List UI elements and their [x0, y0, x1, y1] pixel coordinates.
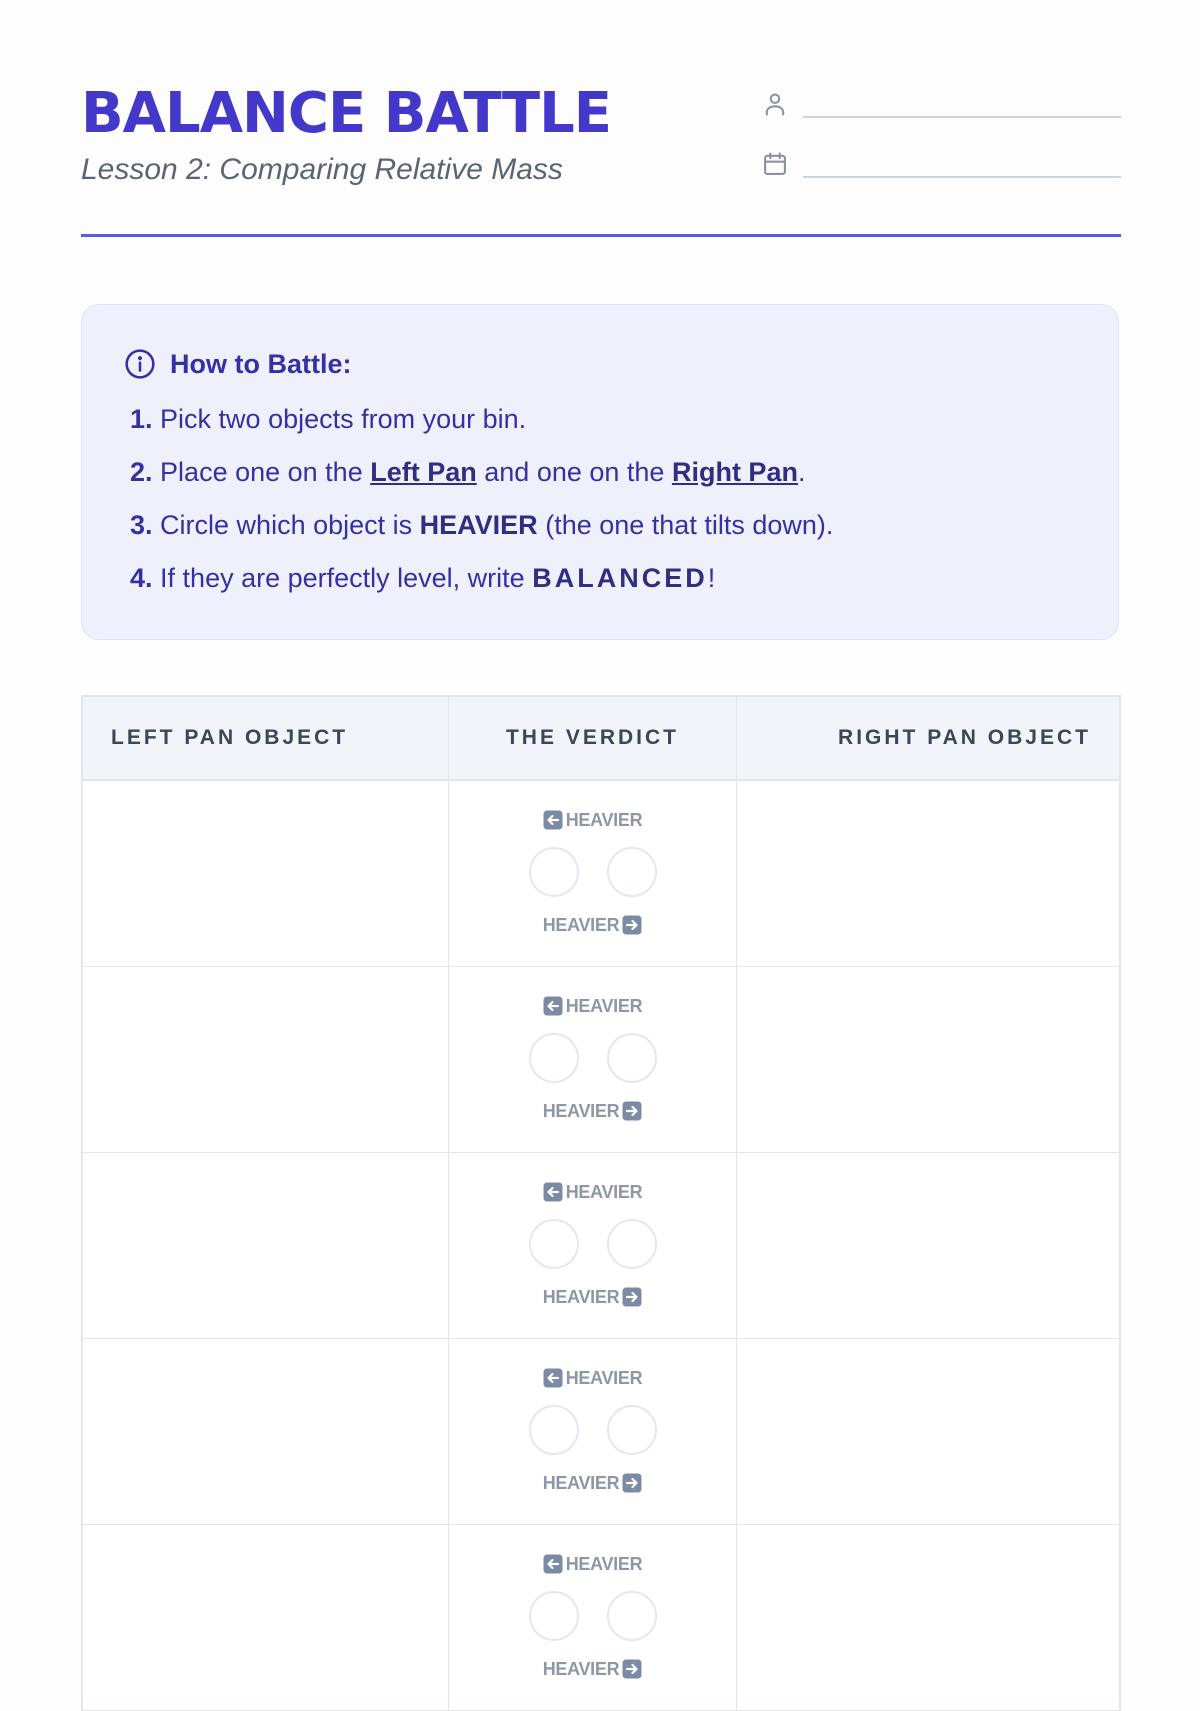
verdict-cell — [449, 781, 737, 966]
left-heavier-label — [449, 1365, 736, 1391]
user-icon — [761, 90, 789, 118]
verdict-cell — [449, 1339, 737, 1524]
step-text: Pick two objects from your bin. — [160, 404, 527, 434]
step-text: (the one that tilts down). — [545, 510, 834, 540]
verdict-cell — [449, 967, 737, 1152]
left-pan-cell[interactable] — [83, 1153, 449, 1338]
verdict-circles — [449, 1219, 736, 1271]
verdict-circles — [449, 1405, 736, 1457]
verdict-cell — [449, 1525, 737, 1710]
verdict-selector — [449, 1551, 736, 1691]
info-icon — [124, 348, 156, 380]
left-choice-circle[interactable] — [529, 1219, 579, 1269]
verdict-cell — [449, 1153, 737, 1338]
verdict-selector — [449, 1365, 736, 1505]
step-3 — [130, 505, 833, 558]
right-arrow-icon — [622, 1473, 642, 1493]
battle-table — [81, 695, 1121, 1711]
verdict-selector — [449, 807, 736, 947]
heavier-text: HEAVIER — [565, 1181, 643, 1202]
heavier-text: HEAVIER — [565, 995, 643, 1016]
right-arrow-icon — [622, 915, 642, 935]
step-1 — [130, 399, 833, 452]
heavier-text: HEAVIER — [542, 1100, 620, 1121]
calendar-icon — [761, 150, 789, 178]
right-choice-circle[interactable] — [607, 1033, 657, 1083]
instructions-box — [81, 304, 1119, 640]
balanced-term: BALANCED — [532, 563, 708, 593]
step-number: 1. — [130, 404, 153, 434]
worksheet-header — [81, 78, 1121, 238]
step-text: If they are perfectly level, write — [160, 563, 525, 593]
left-heavier-label — [449, 807, 736, 833]
header-verdict: THE VERDICT — [449, 697, 737, 779]
table-row — [83, 781, 1119, 967]
right-pan-cell[interactable] — [737, 781, 1119, 966]
right-choice-circle[interactable] — [607, 1591, 657, 1641]
left-choice-circle[interactable] — [529, 1033, 579, 1083]
verdict-selector — [449, 1179, 736, 1319]
step-number: 3. — [130, 510, 153, 540]
step-punctuation: . — [797, 457, 806, 487]
step-number: 2. — [130, 457, 153, 487]
step-4 — [130, 558, 833, 611]
left-pan-cell[interactable] — [83, 1339, 449, 1524]
instructions-heading — [124, 347, 352, 381]
right-pan-cell[interactable] — [737, 967, 1119, 1152]
verdict-circles — [449, 1591, 736, 1643]
heavier-text: HEAVIER — [542, 914, 620, 935]
heavier-text: HEAVIER — [565, 809, 643, 830]
page-subtitle: Lesson 2: Comparing Relative Mass — [81, 153, 563, 186]
left-pan-cell[interactable] — [83, 781, 449, 966]
step-punctuation: ! — [707, 563, 716, 593]
name-field[interactable] — [761, 84, 1121, 124]
heavier-term: HEAVIER — [419, 510, 538, 540]
table-row — [83, 1525, 1119, 1711]
instructions-list — [130, 399, 833, 611]
verdict-selector — [449, 993, 736, 1133]
left-arrow-icon — [543, 996, 563, 1016]
right-heavier-label — [449, 1284, 736, 1310]
left-pan-cell[interactable] — [83, 967, 449, 1152]
left-pan-cell[interactable] — [83, 1525, 449, 1710]
heavier-text: HEAVIER — [542, 1472, 620, 1493]
left-arrow-icon — [543, 1182, 563, 1202]
step-text: and one on the — [484, 457, 665, 487]
page-title: BALANCE BATTLE — [81, 81, 612, 146]
right-arrow-icon — [622, 1101, 642, 1121]
step-2 — [130, 452, 833, 505]
step-number: 4. — [130, 563, 153, 593]
verdict-circles — [449, 847, 736, 899]
step-text: Circle which object is — [160, 510, 413, 540]
table-body — [83, 781, 1119, 1711]
left-heavier-label — [449, 1551, 736, 1577]
right-choice-circle[interactable] — [607, 1219, 657, 1269]
right-choice-circle[interactable] — [607, 847, 657, 897]
right-pan-cell[interactable] — [737, 1339, 1119, 1524]
right-pan-cell[interactable] — [737, 1525, 1119, 1710]
right-pan-cell[interactable] — [737, 1153, 1119, 1338]
step-text: Place one on the — [160, 457, 363, 487]
right-heavier-label — [449, 1470, 736, 1496]
left-choice-circle[interactable] — [529, 1405, 579, 1455]
left-heavier-label — [449, 993, 736, 1019]
right-arrow-icon — [622, 1659, 642, 1679]
left-arrow-icon — [543, 1368, 563, 1388]
right-heavier-label — [449, 1656, 736, 1682]
table-row — [83, 1339, 1119, 1525]
left-arrow-icon — [543, 810, 563, 830]
table-header — [83, 697, 1119, 781]
left-heavier-label — [449, 1179, 736, 1205]
right-heavier-label — [449, 1098, 736, 1124]
left-choice-circle[interactable] — [529, 1591, 579, 1641]
date-line[interactable] — [803, 176, 1121, 178]
heavier-text: HEAVIER — [565, 1367, 643, 1388]
heavier-text: HEAVIER — [565, 1553, 643, 1574]
table-row — [83, 967, 1119, 1153]
header-divider — [81, 234, 1121, 237]
header-left-pan: LEFT PAN OBJECT — [83, 697, 449, 779]
name-line[interactable] — [803, 116, 1121, 118]
heavier-text: HEAVIER — [542, 1286, 620, 1307]
right-arrow-icon — [622, 1287, 642, 1307]
table-row — [83, 1153, 1119, 1339]
verdict-circles — [449, 1033, 736, 1085]
header-right-pan: RIGHT PAN OBJECT — [838, 726, 1091, 749]
instructions-title: How to Battle: — [170, 348, 352, 379]
right-heavier-label — [449, 912, 736, 938]
right-choice-circle[interactable] — [607, 1405, 657, 1455]
heavier-text: HEAVIER — [542, 1658, 620, 1679]
right-pan-term: Right Pan — [671, 457, 798, 487]
date-field[interactable] — [761, 144, 1121, 184]
left-choice-circle[interactable] — [529, 847, 579, 897]
left-pan-term: Left Pan — [370, 457, 477, 487]
left-arrow-icon — [543, 1554, 563, 1574]
